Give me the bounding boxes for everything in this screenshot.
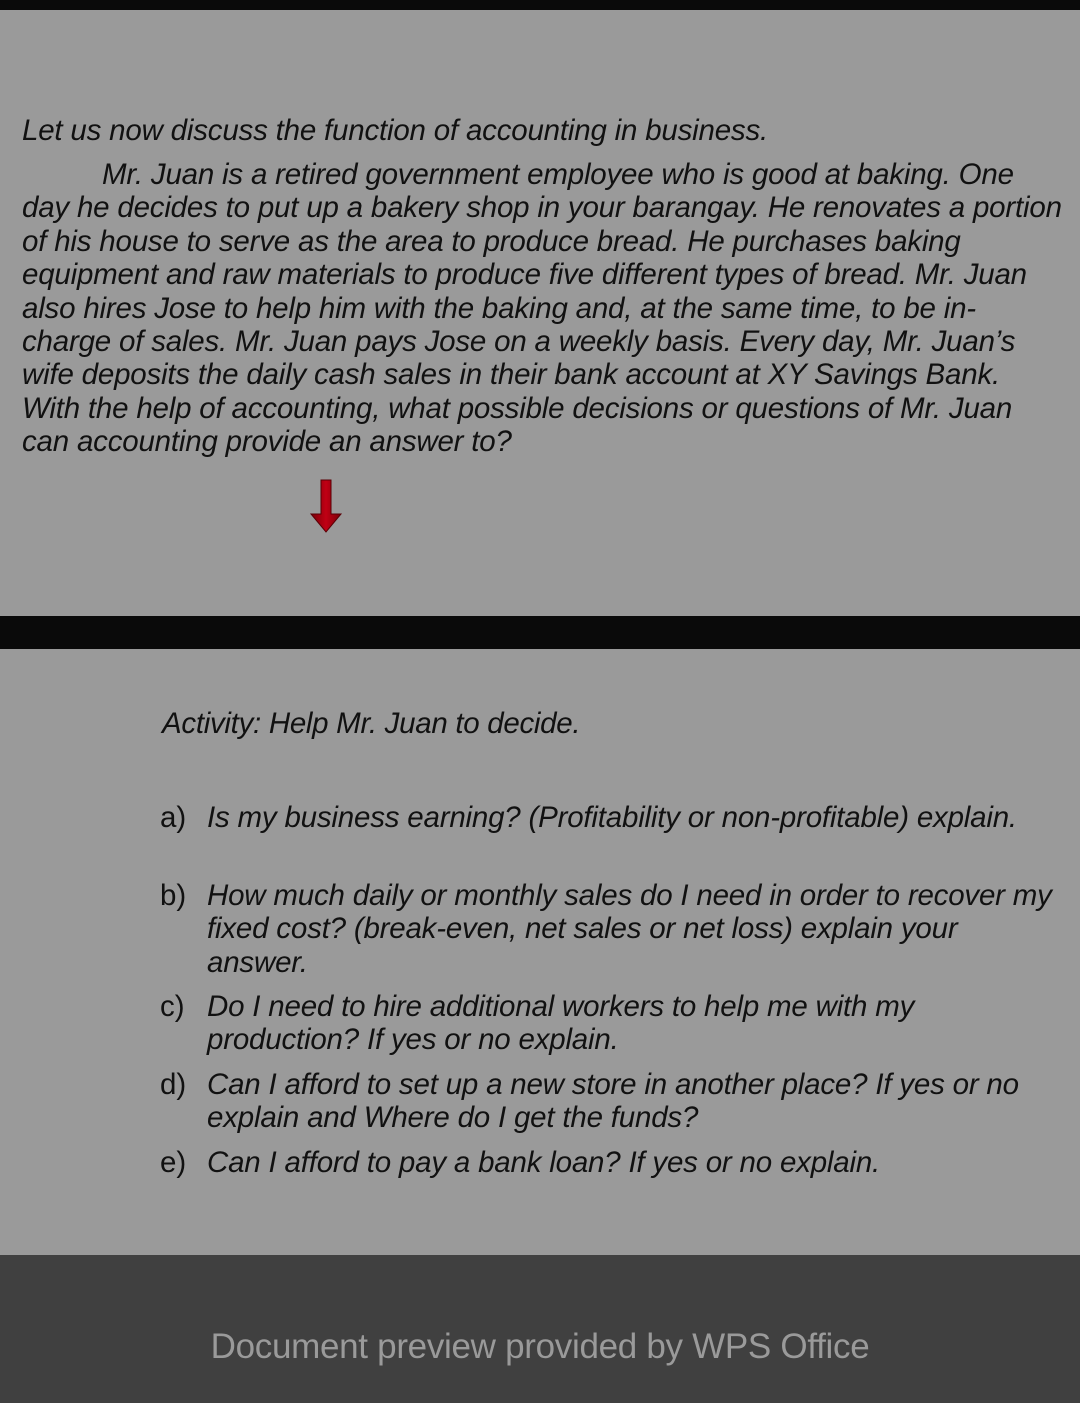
story-text: Mr. Juan is a retired government employee who is good at baking. One day he decides to put up a bakery shop in your barangay. He renovates a portion of his house to serve as the area to produce bread. He purchases baking equipment and raw materials to produce five different types of bread. Mr. Juan also hires Jose to help him with the baking and, at the same time, to be in-charge of sales. Mr. Juan pays Jose on a weekly basis. Every day, Mr. Juan’s wife deposits the daily cash sales in their bank account at XY Savings Bank. With the help of accounting, what possible decisions or questions of Mr. Juan can accounting provide an answer to? <box>22 158 1062 459</box>
preview-footer <box>0 1255 1080 1403</box>
story-paragraph <box>22 158 1062 459</box>
question-letter: b) <box>160 879 187 912</box>
question-letter: a) <box>160 801 187 834</box>
intro-paragraph: Let us now discuss the function of accounting in business. <box>22 114 769 147</box>
question-text: How much daily or monthly sales do I need in order to recover my fixed cost? (break-even, net sales or net loss) explain your answer. <box>207 879 1052 979</box>
document-page-1 <box>0 10 1080 616</box>
question-text: Do I need to hire additional workers to help me with my production? If yes or no explain. <box>207 990 915 1057</box>
document-page-2 <box>0 649 1080 1255</box>
question-letter: e) <box>160 1146 187 1179</box>
question-letter: d) <box>160 1068 187 1101</box>
footer-text: Document preview provided by WPS Office <box>210 1327 870 1366</box>
question-text: Can I afford to pay a bank loan? If yes or no explain. <box>207 1146 881 1179</box>
question-letter: c) <box>160 990 185 1023</box>
down-arrow-icon <box>309 478 343 534</box>
activity-title: Activity: Help Mr. Juan to decide. <box>162 707 581 740</box>
question-text: Can I afford to set up a new store in another place? If yes or no explain and Where do I get the funds? <box>207 1068 1019 1135</box>
question-text: Is my business earning? (Profitability or non-profitable) explain. <box>207 801 1017 834</box>
